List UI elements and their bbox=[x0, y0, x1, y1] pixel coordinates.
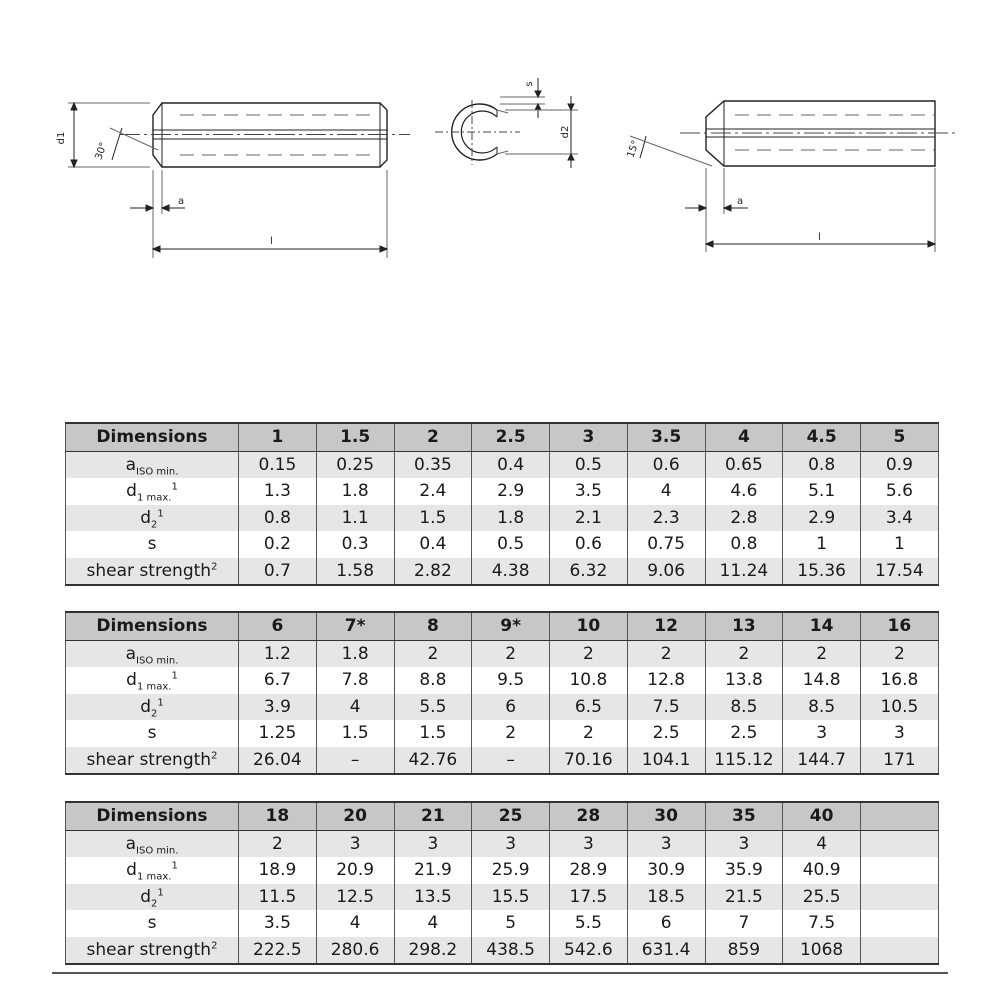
table-row-sizes bbox=[66, 423, 939, 451]
size-header-cell: 21 bbox=[394, 802, 472, 830]
value-cell: 25.5 bbox=[783, 884, 861, 911]
value-cell: 1.5 bbox=[394, 720, 472, 747]
value-cell: 6.5 bbox=[550, 694, 628, 721]
value-cell: 5.5 bbox=[394, 694, 472, 721]
label-a-left: a bbox=[178, 196, 185, 207]
size-header-cell: 13 bbox=[705, 612, 783, 640]
table-row-a bbox=[66, 830, 939, 857]
value-cell: 3 bbox=[550, 830, 628, 857]
row-label-base: a bbox=[125, 833, 137, 854]
value-cell: 0.7 bbox=[239, 558, 317, 586]
row-label-base: d bbox=[126, 481, 137, 502]
row-label-base: d bbox=[140, 886, 152, 907]
size-header-cell: 14 bbox=[783, 612, 861, 640]
value-cell: 2.9 bbox=[472, 478, 550, 505]
value-cell: 6 bbox=[627, 910, 705, 937]
value-cell bbox=[861, 910, 939, 937]
technical-drawing bbox=[0, 0, 1000, 300]
row-label-header: Dimensions bbox=[66, 612, 239, 640]
row-label-shear bbox=[66, 747, 239, 775]
value-cell: 40.9 bbox=[783, 857, 861, 884]
row-label-a bbox=[66, 830, 239, 857]
value-cell: 1 bbox=[861, 531, 939, 558]
value-cell: 3 bbox=[472, 830, 550, 857]
label-s: s bbox=[524, 81, 535, 87]
value-cell: 16.8 bbox=[861, 667, 939, 694]
value-cell: 9.06 bbox=[627, 558, 705, 586]
row-label-sub: 1 max. bbox=[136, 492, 172, 504]
dimensions-table-3 bbox=[65, 801, 939, 965]
value-cell: 17.54 bbox=[861, 558, 939, 586]
value-cell: 0.25 bbox=[316, 451, 394, 478]
value-cell: 4 bbox=[627, 478, 705, 505]
value-cell: 7 bbox=[705, 910, 783, 937]
bottom-rule bbox=[52, 972, 948, 974]
value-cell: 70.16 bbox=[550, 747, 628, 775]
value-cell: 8.5 bbox=[705, 694, 783, 721]
value-cell: 1.25 bbox=[239, 720, 317, 747]
value-cell bbox=[861, 857, 939, 884]
size-header-cell: 8 bbox=[394, 612, 472, 640]
value-cell: 2.4 bbox=[394, 478, 472, 505]
size-header-cell: 25 bbox=[472, 802, 550, 830]
dimensions-table-1 bbox=[65, 422, 939, 586]
table-row-sizes bbox=[66, 802, 939, 830]
value-cell: 0.9 bbox=[861, 451, 939, 478]
value-cell: 0.8 bbox=[705, 531, 783, 558]
row-label-sup: 1 bbox=[171, 860, 178, 872]
label-d2: d2 bbox=[560, 125, 571, 139]
value-cell: 1.3 bbox=[239, 478, 317, 505]
value-cell: 5.5 bbox=[550, 910, 628, 937]
value-cell: 10.5 bbox=[861, 694, 939, 721]
row-label-sub: 1 max. bbox=[136, 871, 172, 883]
row-label-sup: 1 bbox=[157, 887, 164, 899]
value-cell: 3 bbox=[394, 830, 472, 857]
row-label-base: a bbox=[125, 643, 137, 664]
value-cell: 438.5 bbox=[472, 937, 550, 965]
value-cell: 21.9 bbox=[394, 857, 472, 884]
row-label-header: Dimensions bbox=[66, 802, 239, 830]
value-cell: 12.8 bbox=[627, 667, 705, 694]
table-row-s bbox=[66, 720, 939, 747]
row-label-d1 bbox=[66, 857, 239, 884]
pin-cross-section bbox=[435, 78, 578, 168]
value-cell: 3.4 bbox=[861, 505, 939, 532]
value-cell: 7.5 bbox=[783, 910, 861, 937]
row-label-sup: 1 bbox=[171, 481, 178, 493]
value-cell: 4 bbox=[783, 830, 861, 857]
label-d1: d1 bbox=[56, 131, 67, 145]
row-label-sub: 1 max. bbox=[136, 681, 172, 693]
value-cell: 4 bbox=[316, 910, 394, 937]
value-cell: 13.5 bbox=[394, 884, 472, 911]
value-cell: 2 bbox=[627, 640, 705, 667]
value-cell: 5.1 bbox=[783, 478, 861, 505]
row-label-sub: 2 bbox=[151, 708, 158, 720]
value-cell: 1.1 bbox=[316, 505, 394, 532]
size-header-cell: 40 bbox=[783, 802, 861, 830]
value-cell: 0.4 bbox=[394, 531, 472, 558]
value-cell: 17.5 bbox=[550, 884, 628, 911]
value-cell: 26.04 bbox=[239, 747, 317, 775]
size-header-cell: 30 bbox=[627, 802, 705, 830]
value-cell: – bbox=[316, 747, 394, 775]
value-cell: 7.8 bbox=[316, 667, 394, 694]
value-cell: 859 bbox=[705, 937, 783, 965]
value-cell: 1.8 bbox=[316, 478, 394, 505]
value-cell: 11.5 bbox=[239, 884, 317, 911]
row-label-s: s bbox=[66, 531, 239, 558]
value-cell: 6 bbox=[472, 694, 550, 721]
value-cell: 18.5 bbox=[627, 884, 705, 911]
row-label-s: s bbox=[66, 910, 239, 937]
value-cell bbox=[861, 884, 939, 911]
value-cell: 18.9 bbox=[239, 857, 317, 884]
size-header-cell: 2 bbox=[394, 423, 472, 451]
row-label-base: shear strength bbox=[86, 939, 212, 960]
row-label-d2 bbox=[66, 505, 239, 532]
size-header-cell: 6 bbox=[239, 612, 317, 640]
value-cell: 0.65 bbox=[705, 451, 783, 478]
value-cell: 1.8 bbox=[472, 505, 550, 532]
value-cell: 3 bbox=[316, 830, 394, 857]
value-cell: 2 bbox=[550, 720, 628, 747]
value-cell: 0.6 bbox=[627, 451, 705, 478]
table-row-a bbox=[66, 451, 939, 478]
value-cell: 1.8 bbox=[316, 640, 394, 667]
size-header-cell: 4.5 bbox=[783, 423, 861, 451]
table-row-s bbox=[66, 910, 939, 937]
size-header-cell: 1 bbox=[239, 423, 317, 451]
value-cell: 4.6 bbox=[705, 478, 783, 505]
label-l-left: l bbox=[270, 236, 273, 247]
value-cell: 35.9 bbox=[705, 857, 783, 884]
row-label-a bbox=[66, 451, 239, 478]
row-label-sup: 1 bbox=[171, 670, 178, 682]
value-cell: 0.8 bbox=[239, 505, 317, 532]
value-cell: 2.82 bbox=[394, 558, 472, 586]
label-l-right: l bbox=[818, 232, 821, 243]
size-header-cell: 4 bbox=[705, 423, 783, 451]
value-cell: 0.75 bbox=[627, 531, 705, 558]
value-cell: 2 bbox=[394, 640, 472, 667]
row-label-base: shear strength bbox=[86, 749, 212, 770]
value-cell: 5.6 bbox=[861, 478, 939, 505]
value-cell: – bbox=[472, 747, 550, 775]
value-cell: 25.9 bbox=[472, 857, 550, 884]
row-label-sub: 2 bbox=[151, 898, 158, 910]
value-cell: 4.38 bbox=[472, 558, 550, 586]
row-label-sup: 2 bbox=[211, 561, 218, 573]
table-row-shear bbox=[66, 558, 939, 586]
row-label-s: s bbox=[66, 720, 239, 747]
size-header-cell: 7* bbox=[316, 612, 394, 640]
value-cell: 2 bbox=[861, 640, 939, 667]
value-cell: 1.5 bbox=[394, 505, 472, 532]
row-label-sup: 1 bbox=[157, 508, 164, 520]
value-cell: 21.5 bbox=[705, 884, 783, 911]
value-cell: 2 bbox=[783, 640, 861, 667]
value-cell: 0.6 bbox=[550, 531, 628, 558]
size-header-cell: 16 bbox=[861, 612, 939, 640]
value-cell: 2 bbox=[550, 640, 628, 667]
value-cell: 115.12 bbox=[705, 747, 783, 775]
table-row-a bbox=[66, 640, 939, 667]
value-cell: 1 bbox=[783, 531, 861, 558]
value-cell: 30.9 bbox=[627, 857, 705, 884]
value-cell: 11.24 bbox=[705, 558, 783, 586]
value-cell: 6.7 bbox=[239, 667, 317, 694]
value-cell: 171 bbox=[861, 747, 939, 775]
value-cell: 15.36 bbox=[783, 558, 861, 586]
value-cell: 104.1 bbox=[627, 747, 705, 775]
value-cell: 542.6 bbox=[550, 937, 628, 965]
value-cell: 3.5 bbox=[550, 478, 628, 505]
value-cell: 0.3 bbox=[316, 531, 394, 558]
label-a-right: a bbox=[737, 196, 744, 207]
value-cell: 2 bbox=[472, 720, 550, 747]
size-header-cell: 5 bbox=[861, 423, 939, 451]
value-cell: 3 bbox=[705, 830, 783, 857]
row-label-d2 bbox=[66, 884, 239, 911]
pin-side-view-30 bbox=[68, 103, 410, 258]
value-cell: 3 bbox=[627, 830, 705, 857]
row-label-sup: 2 bbox=[211, 750, 218, 762]
row-label-a bbox=[66, 640, 239, 667]
table-row-shear bbox=[66, 747, 939, 775]
value-cell: 1.58 bbox=[316, 558, 394, 586]
value-cell: 2.3 bbox=[627, 505, 705, 532]
value-cell: 0.35 bbox=[394, 451, 472, 478]
row-label-base: d bbox=[140, 507, 152, 528]
label-angle-30: 30° bbox=[93, 140, 110, 162]
row-label-sup: 1 bbox=[157, 697, 164, 709]
size-header-cell: 12 bbox=[627, 612, 705, 640]
row-label-d1 bbox=[66, 478, 239, 505]
value-cell: 14.8 bbox=[783, 667, 861, 694]
label-angle-15: 15° bbox=[625, 138, 642, 160]
table-row-d1 bbox=[66, 857, 939, 884]
value-cell: 2.5 bbox=[627, 720, 705, 747]
table-row-sizes bbox=[66, 612, 939, 640]
row-label-d1 bbox=[66, 667, 239, 694]
size-header-cell: 35 bbox=[705, 802, 783, 830]
value-cell: 3.5 bbox=[239, 910, 317, 937]
value-cell bbox=[861, 830, 939, 857]
value-cell: 4 bbox=[394, 910, 472, 937]
size-header-cell: 3 bbox=[550, 423, 628, 451]
value-cell: 2 bbox=[239, 830, 317, 857]
value-cell: 2.8 bbox=[705, 505, 783, 532]
value-cell: 8.5 bbox=[783, 694, 861, 721]
dimensions-table-2 bbox=[65, 611, 939, 775]
size-header-cell: 10 bbox=[550, 612, 628, 640]
size-header-cell: 1.5 bbox=[316, 423, 394, 451]
size-header-cell: 28 bbox=[550, 802, 628, 830]
value-cell: 144.7 bbox=[783, 747, 861, 775]
table-row-shear bbox=[66, 937, 939, 965]
table-row-s bbox=[66, 531, 939, 558]
value-cell: 1.2 bbox=[239, 640, 317, 667]
value-cell: 0.15 bbox=[239, 451, 317, 478]
value-cell: 5 bbox=[472, 910, 550, 937]
size-header-cell: 3.5 bbox=[627, 423, 705, 451]
value-cell: 15.5 bbox=[472, 884, 550, 911]
value-cell: 13.8 bbox=[705, 667, 783, 694]
value-cell: 280.6 bbox=[316, 937, 394, 965]
row-label-base: shear strength bbox=[86, 560, 212, 581]
value-cell: 1068 bbox=[783, 937, 861, 965]
value-cell: 631.4 bbox=[627, 937, 705, 965]
value-cell: 3.9 bbox=[239, 694, 317, 721]
table-row-d2 bbox=[66, 884, 939, 911]
value-cell: 2 bbox=[472, 640, 550, 667]
row-label-sub: 2 bbox=[151, 519, 158, 531]
value-cell: 42.76 bbox=[394, 747, 472, 775]
size-header-cell bbox=[861, 802, 939, 830]
size-header-cell: 20 bbox=[316, 802, 394, 830]
value-cell: 6.32 bbox=[550, 558, 628, 586]
size-header-cell: 18 bbox=[239, 802, 317, 830]
table-row-d2 bbox=[66, 505, 939, 532]
value-cell: 20.9 bbox=[316, 857, 394, 884]
row-label-shear bbox=[66, 937, 239, 965]
value-cell: 1.5 bbox=[316, 720, 394, 747]
value-cell: 2 bbox=[705, 640, 783, 667]
value-cell: 3 bbox=[783, 720, 861, 747]
value-cell: 10.8 bbox=[550, 667, 628, 694]
value-cell: 0.4 bbox=[472, 451, 550, 478]
size-header-cell: 9* bbox=[472, 612, 550, 640]
value-cell: 0.5 bbox=[550, 451, 628, 478]
table-row-d1 bbox=[66, 478, 939, 505]
value-cell: 2.1 bbox=[550, 505, 628, 532]
table-row-d1 bbox=[66, 667, 939, 694]
value-cell: 12.5 bbox=[316, 884, 394, 911]
row-label-sub: ISO min. bbox=[136, 655, 179, 667]
value-cell: 222.5 bbox=[239, 937, 317, 965]
table-row-d2 bbox=[66, 694, 939, 721]
value-cell: 7.5 bbox=[627, 694, 705, 721]
value-cell: 298.2 bbox=[394, 937, 472, 965]
row-label-sup: 2 bbox=[211, 940, 218, 952]
row-label-sub: ISO min. bbox=[136, 845, 179, 857]
value-cell: 9.5 bbox=[472, 667, 550, 694]
value-cell: 2.9 bbox=[783, 505, 861, 532]
row-label-header: Dimensions bbox=[66, 423, 239, 451]
row-label-base: a bbox=[125, 454, 137, 475]
row-label-d2 bbox=[66, 694, 239, 721]
value-cell: 0.2 bbox=[239, 531, 317, 558]
row-label-base: d bbox=[126, 670, 137, 691]
row-label-shear bbox=[66, 558, 239, 586]
row-label-base: d bbox=[140, 696, 152, 717]
value-cell: 28.9 bbox=[550, 857, 628, 884]
value-cell: 0.8 bbox=[783, 451, 861, 478]
value-cell: 4 bbox=[316, 694, 394, 721]
value-cell: 8.8 bbox=[394, 667, 472, 694]
value-cell bbox=[861, 937, 939, 965]
value-cell: 0.5 bbox=[472, 531, 550, 558]
size-header-cell: 2.5 bbox=[472, 423, 550, 451]
pin-side-view-15 bbox=[630, 101, 955, 252]
value-cell: 2.5 bbox=[705, 720, 783, 747]
value-cell: 3 bbox=[861, 720, 939, 747]
row-label-base: d bbox=[126, 860, 137, 881]
row-label-sub: ISO min. bbox=[136, 466, 179, 478]
